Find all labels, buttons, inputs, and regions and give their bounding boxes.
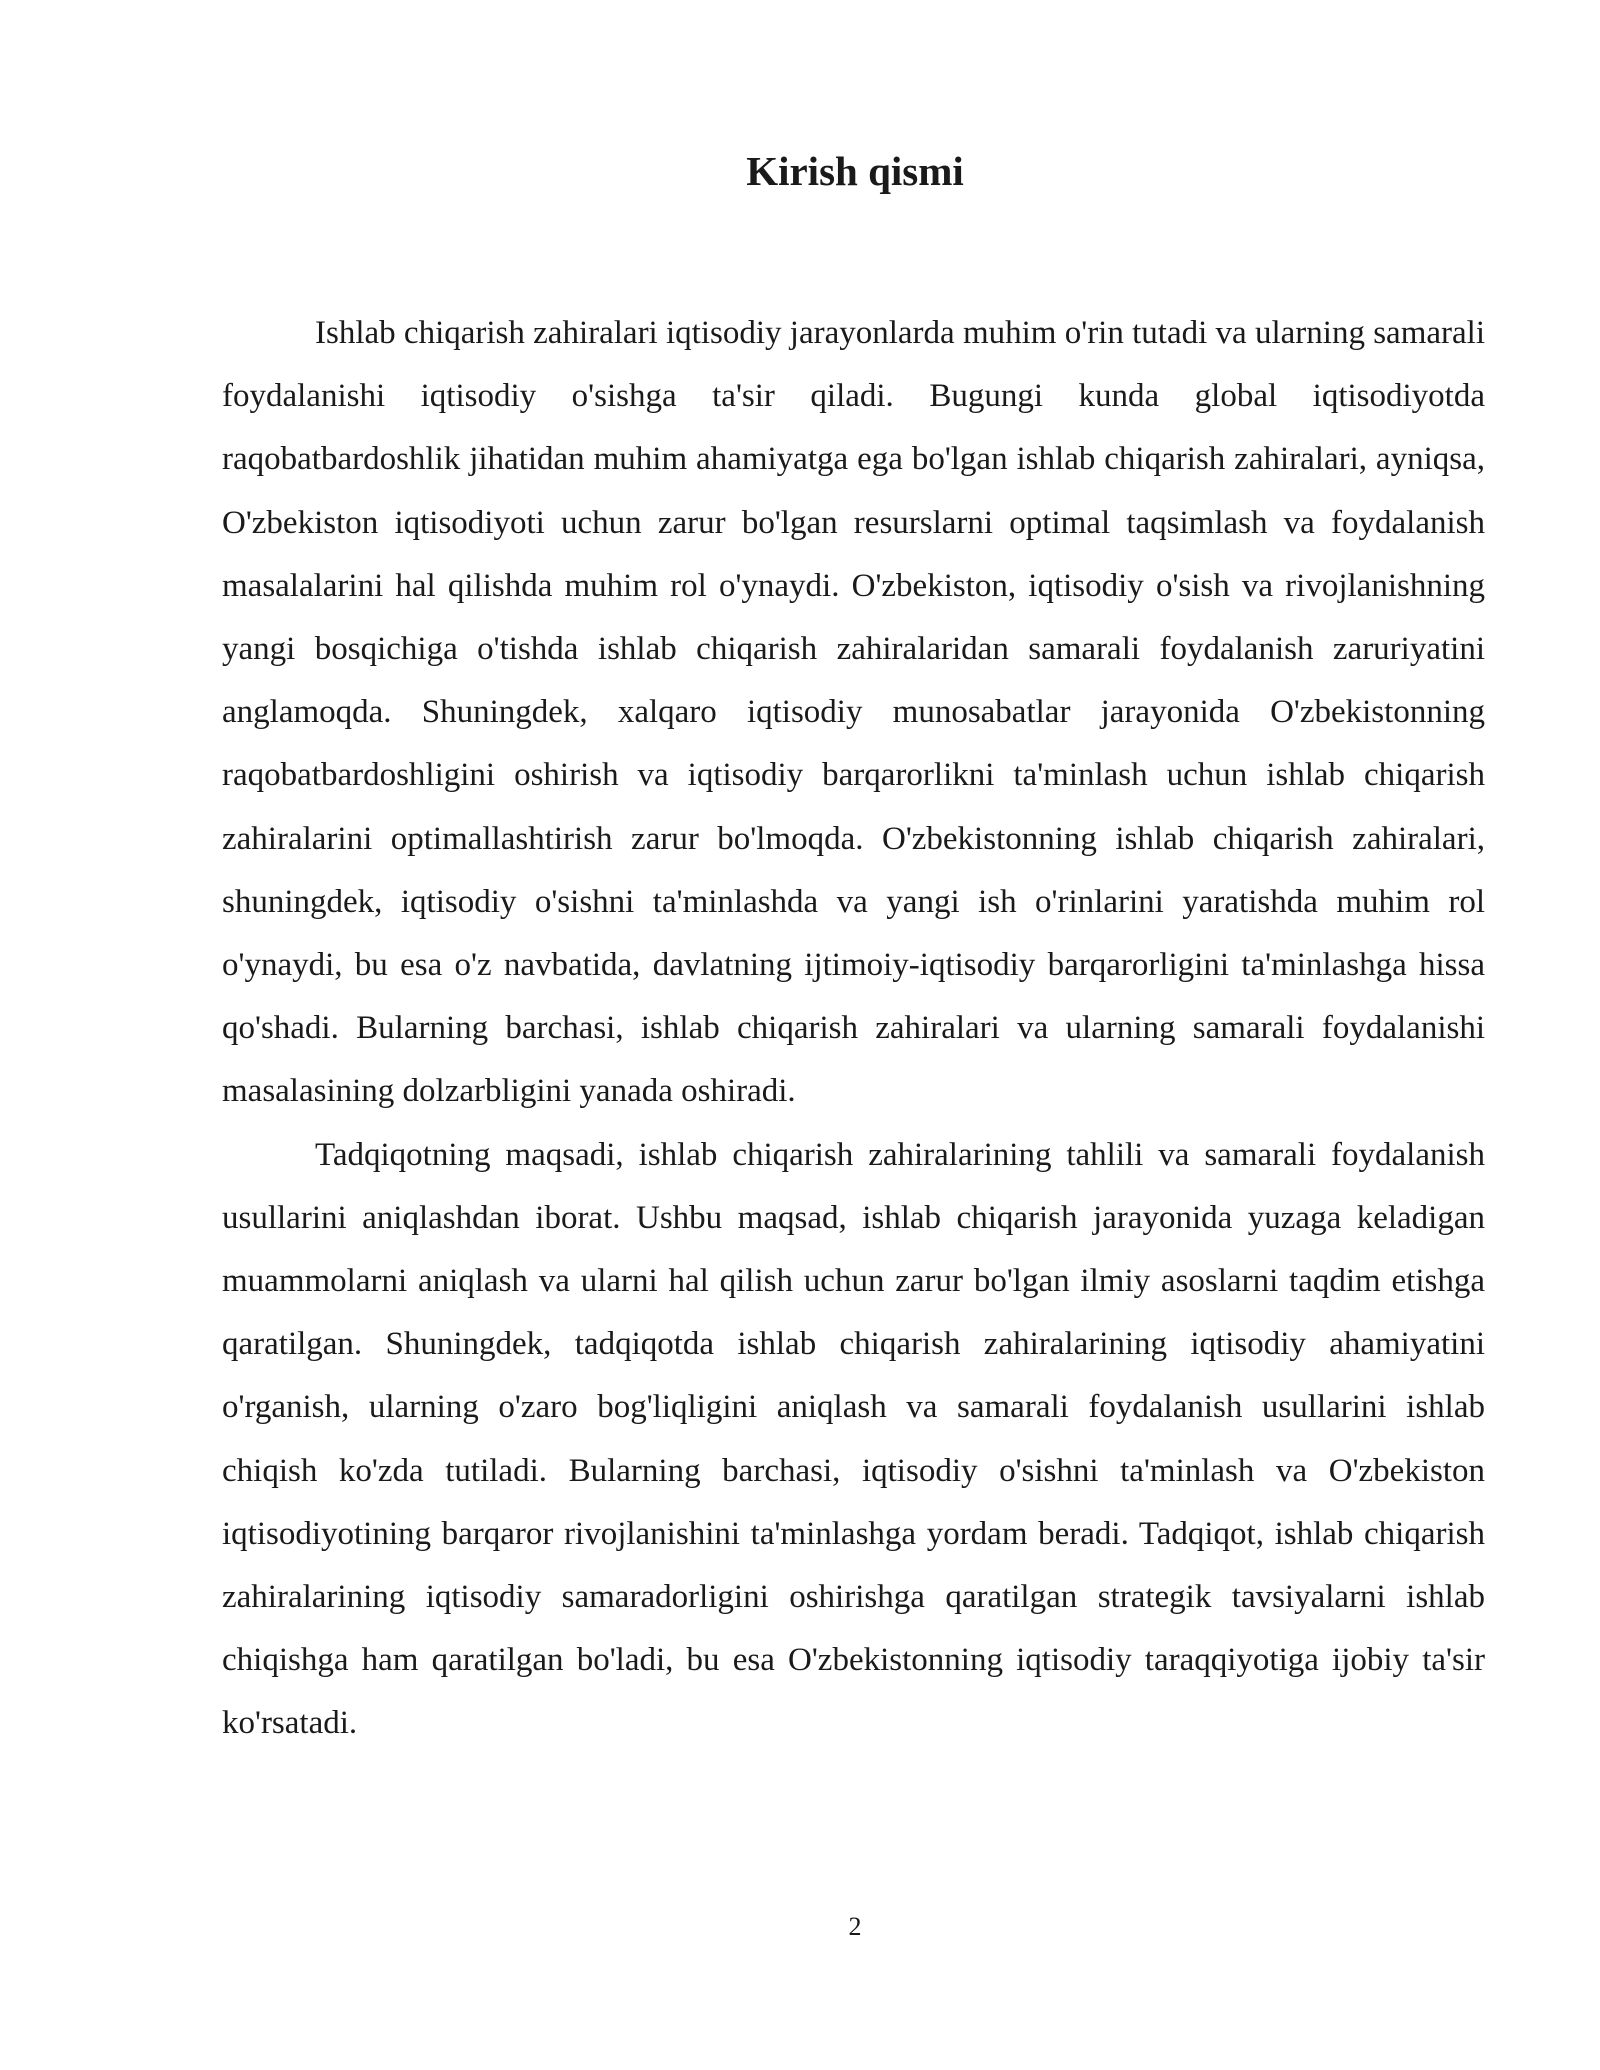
page-number: 2 bbox=[848, 1912, 862, 1941]
paragraph-intro: Ishlab chiqarish zahiralari iqtisodiy jarayonlarda muhim o'rin tutadi va ularning samarali foydalanishi iqtisodiy o'sishga ta'sir qiladi. Bugungi kunda global iqtisodiyotda raqobatbardoshlik jihatidan muhim ahamiyatga ega bo'lgan ishlab chiqarish zahiralari, ayniqsa, O'zbekiston iqtisodiyoti uchun zarur bo'lgan resurslarni optimal taqsimlash va foydalanish masalalarini hal qilishda muhim rol o'ynaydi. O'zbekiston, iqtisodiy o'sish va rivojlanishning yangi bosqichiga o'tishda ishlab chiqarish zahiralaridan samarali foydalanish zaruriyatini anglamoqda. Shuningdek, xalqaro iqtisodiy munosabatlar jarayonida O'zbekistonning raqobatbardoshligini oshirish va iqtisodiy barqarorlikni ta'minlash uchun ishlab chiqarish zahiralarini optimallashtirish zarur bo'lmoqda. O'zbekistonning ishlab chiqarish zahiralari, shuningdek, iqtisodiy o'sishni ta'minlashda va yangi ish o'rinlarini yaratishda muhim rol o'ynaydi, bu esa o'z navbatida, davlatning ijtimoiy-iqtisodiy barqarorligini ta'minlashga hissa qo'shadi. Bularning barchasi, ishlab chiqarish zahiralari va ularning samarali foydalanishi masalasining dolzarbligini yanada oshiradi. bbox=[222, 315, 1485, 1110]
paragraph-research-goal: Tadqiqotning maqsadi, ishlab chiqarish zahiralarining tahlili va samarali foydalanish usullarini aniqlashdan iborat. Ushbu maqsad, ishlab chiqarish jarayonida yuzaga keladigan muammolarni aniqlash va ularni hal qilish uchun zarur bo'lgan ilmiy asoslarni taqdim etishga qaratilgan. Shuningdek, tadqiqotda ishlab chiqarish zahiralarining iqtisodiy ahamiyatini o'rganish, ularning o'zaro bog'liqligini aniqlash va samarali foydalanish usullarini ishlab chiqish ko'zda tutiladi. Bularning barchasi, iqtisodiy o'sishni ta'minlash va O'zbekiston iqtisodiyotining barqaror rivojlanishini ta'minlashga yordam beradi. Tadqiqot, ishlab chiqarish zahiralarining iqtisodiy samaradorligini oshirishga qaratilgan strategik tavsiyalarni ishlab chiqishga ham qaratilgan bo'ladi, bu esa O'zbekistonning iqtisodiy taraqqiyotiga ijobiy ta'sir ko'rsatadi. bbox=[222, 1136, 1485, 1742]
document-body bbox=[222, 302, 1485, 1756]
page-title: Kirish qismi bbox=[746, 148, 964, 194]
